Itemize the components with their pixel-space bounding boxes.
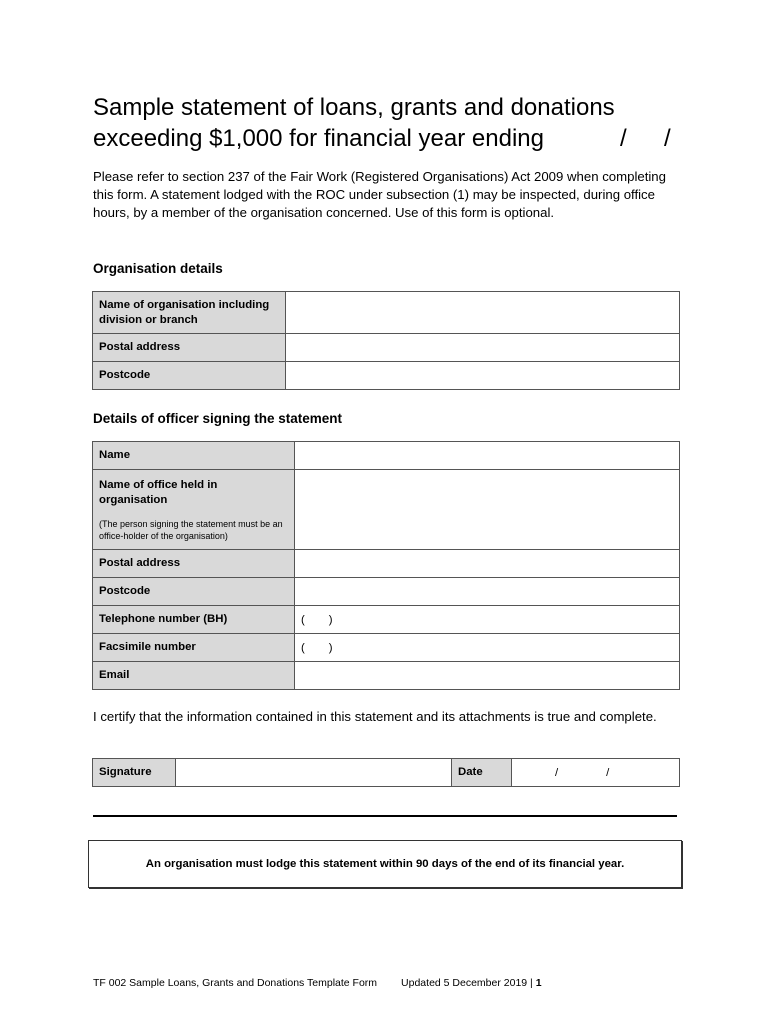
- date-separator-2: /: [606, 766, 610, 779]
- table-row: [93, 334, 680, 362]
- table-row: [93, 634, 680, 662]
- title-line-1: Sample statement of loans, grants and donations: [93, 94, 615, 121]
- table-row: [93, 662, 680, 690]
- signature-table: [92, 758, 680, 787]
- title-date-separator-1: /: [620, 125, 627, 152]
- organisation-postcode-label: Postcode: [93, 362, 286, 390]
- organisation-name-field[interactable]: [286, 292, 680, 334]
- date-field[interactable]: [512, 759, 680, 787]
- telephone-area-open: (: [301, 613, 305, 626]
- facsimile-label: Facsimile number: [93, 634, 295, 662]
- officer-postcode-field[interactable]: [295, 578, 680, 606]
- officer-name-field[interactable]: [295, 442, 680, 470]
- organisation-postcode-field[interactable]: [286, 362, 680, 390]
- organisation-name-label: Name of organisation including division or branch: [93, 292, 286, 334]
- table-row: [93, 606, 680, 634]
- organisation-postal-address-label: Postal address: [93, 334, 286, 362]
- page-title: [93, 92, 693, 154]
- office-held-note: (The person signing the statement must be an office-holder of the organisation): [99, 518, 283, 541]
- lodgement-notice-text: An organisation must lodge this statement within 90 days of the end of its financial year.: [145, 858, 625, 870]
- title-date-separator-2: /: [664, 125, 671, 152]
- footer: [93, 977, 542, 989]
- footer-document-title: TF 002 Sample Loans, Grants and Donations Template Form: [93, 977, 378, 989]
- facsimile-area-close: ): [328, 641, 333, 654]
- organisation-details-table: [92, 291, 680, 390]
- date-label: Date: [452, 759, 512, 787]
- officer-details-table: [92, 441, 680, 690]
- email-label: Email: [93, 662, 295, 690]
- horizontal-divider: [93, 815, 677, 817]
- office-held-label-text: Name of office held in organisation: [99, 478, 218, 506]
- signature-label: Signature: [93, 759, 176, 787]
- organisation-details-heading: Organisation details: [93, 261, 223, 276]
- facsimile-area-open: (: [301, 641, 305, 654]
- table-row: [93, 759, 680, 787]
- email-field[interactable]: [295, 662, 680, 690]
- table-row: [93, 292, 680, 334]
- officer-postcode-label: Postcode: [93, 578, 295, 606]
- office-held-field[interactable]: [295, 470, 680, 550]
- telephone-field[interactable]: [295, 606, 680, 634]
- lodgement-notice-box: [88, 840, 682, 888]
- table-row: [93, 578, 680, 606]
- footer-page-number: 1: [535, 977, 542, 989]
- table-row: [93, 470, 680, 550]
- intro-text: Please refer to section 237 of the Fair Work (Registered Organisations) Act 2009 when completing this form. A statement lodged with the ROC under subsection (1) may be inspected, during office hours, by a member of the organisation concerned. Use of this form is optional.: [93, 169, 666, 220]
- date-separator-1: /: [555, 766, 559, 779]
- table-row: [93, 550, 680, 578]
- footer-updated-date: Updated 5 December 2019 |: [401, 977, 533, 989]
- organisation-postal-address-field[interactable]: [286, 334, 680, 362]
- officer-details-heading: Details of officer signing the statement: [93, 411, 343, 426]
- telephone-label: Telephone number (BH): [93, 606, 295, 634]
- office-held-label: [93, 470, 295, 550]
- certification-text: I certify that the information contained in this statement and its attachments is true and complete.: [93, 709, 657, 724]
- signature-field[interactable]: [176, 759, 452, 787]
- officer-postal-address-field[interactable]: [295, 550, 680, 578]
- officer-postal-address-label: Postal address: [93, 550, 295, 578]
- telephone-area-close: ): [328, 613, 333, 626]
- title-line-2: exceeding $1,000 for financial year ending: [93, 125, 544, 152]
- officer-name-label: Name: [93, 442, 295, 470]
- table-row: [93, 442, 680, 470]
- facsimile-field[interactable]: [295, 634, 680, 662]
- table-row: [93, 362, 680, 390]
